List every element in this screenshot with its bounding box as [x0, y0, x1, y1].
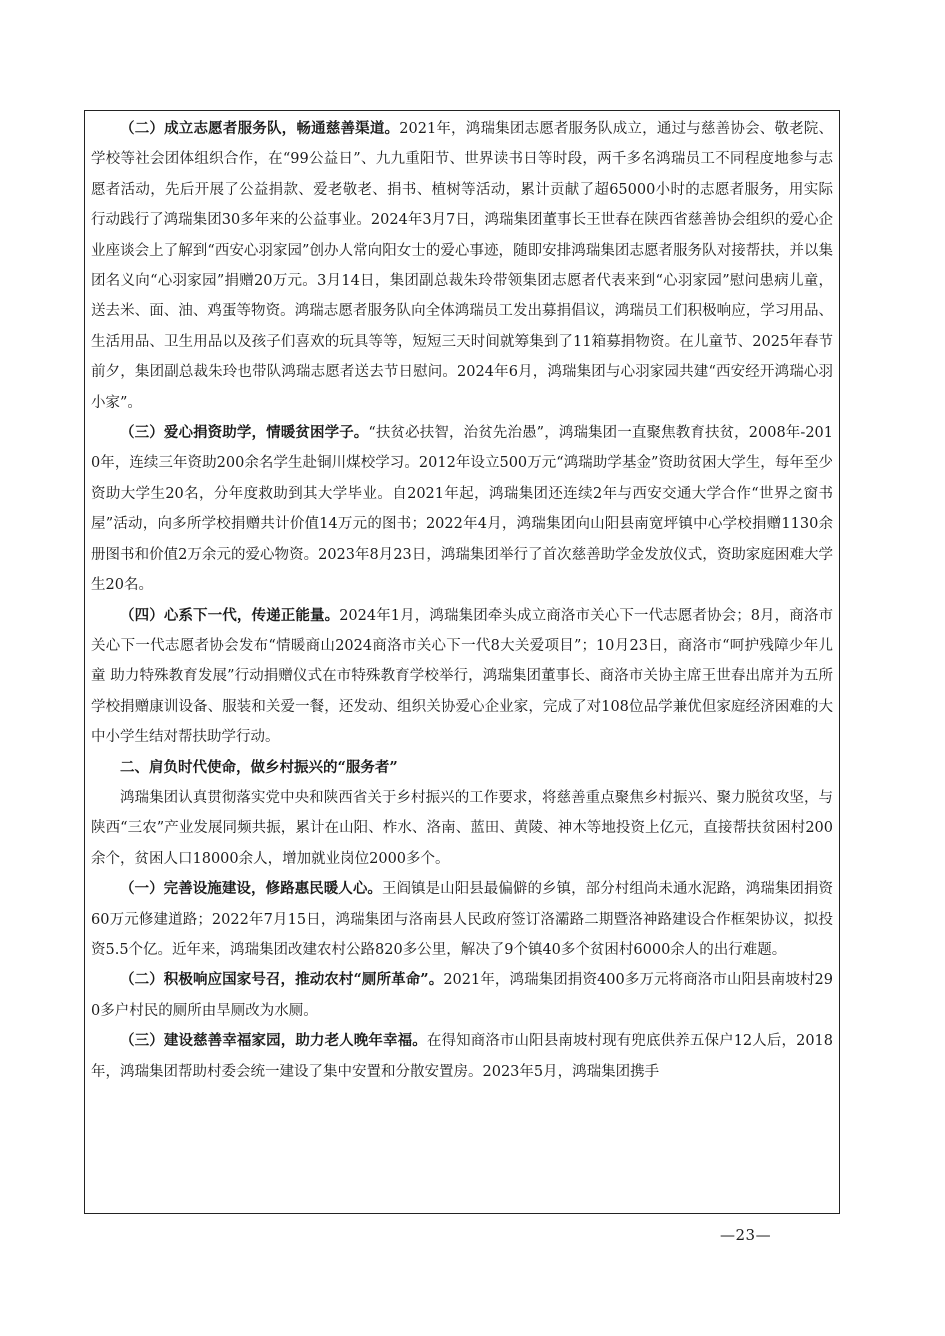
paragraph-body: 2021年，鸿瑞集团志愿者服务队成立，通过与慈善协会、敬老院、学校等社会团体组织合作，在“99公益日”、九九重阳节、世界读书日等时段，两千多名鸿瑞员工不同程度地参与志愿者活动，先后开展了公益捐款、爱老敬老、捐书、植树等活动，累计贡献了超65000小时的志愿者服务，用实际行动践行了鸿瑞集团30多年来的公益事业。2024年3月7日，鸿瑞集团董事长王世春在陕西省慈善协会组织的爱心企业座谈会上了解到“西安心羽家园”创办人常向阳女士的爱心事迹，随即安排鸿瑞集团志愿者服务队对接帮扶，并以集团名义向“心羽家园”捐赠20万元。3月14日，集团副总裁朱玲带领集团志愿者代表来到“心羽家园”慰问患病儿童，送去米、面、油、鸡蛋等物资。鸿瑞志愿者服务队向全体鸿瑞员工发出募捐倡议，鸿瑞员工们积极响应，学习用品、生活用品、卫生用品以及孩子们喜欢的玩具等等，短短三天时间就筹集到了11箱募捐物资。在儿童节、2025年春节前夕，集团副总裁朱玲也带队鸿瑞志愿者送去节日慰问。2024年6月，鸿瑞集团与心羽家园共建“西安经开鸿瑞心羽小家”。 — [91, 121, 834, 411]
paragraph-body: 2021年，鸿瑞集团捐资400多万元将商洛市山阳县南坡村290多户村民的厕所由旱厕改为水厕。 — [91, 972, 833, 1019]
paragraph-heading: （一）完善设施建设，修路惠民暖人心。 — [120, 880, 382, 898]
paragraph-heading: （二）成立志愿者服务队，畅通慈善渠道。 — [120, 120, 400, 137]
paragraph-road-construction — [91, 874, 833, 965]
section-heading-rural-revitalization — [91, 753, 833, 783]
paragraph-next-generation — [91, 601, 833, 753]
paragraph-body: “扶贫必扶智，治贫先治愚”，鸿瑞集团一直聚焦教育扶贫，2008年-2010年，连续三年资助200余名学生赴铜川煤校学习。2012年设立500万元“鸿瑞助学基金”资助贫困大学生，每年至少资助大学生20名，分年度救助到其大学毕业。自2021年起，鸿瑞集团还连续2年与西安交通大学合作“世界之窗书屋”活动，向多所学校捐赠共计价值14万元的图书；2022年4月，鸿瑞集团向山阳县南宽坪镇中心学校捐赠1130余册图书和价值2万余元的爱心物资。2023年8月23日，鸿瑞集团举行了首次慈善助学金发放仪式，资助家庭困难大学生20名。 — [91, 425, 833, 594]
paragraph-heading: （四）心系下一代，传递正能量。 — [120, 606, 340, 624]
paragraph-volunteer-team — [91, 114, 833, 418]
section-heading-text: 二、肩负时代使命，做乡村振兴的“服务者” — [120, 758, 398, 776]
paragraph-body: 2024年1月，鸿瑞集团牵头成立商洛市关心下一代志愿者协会；8月，商洛市关心下一代志愿者协会发布“情暖商山2024商洛市关心下一代8大关爱项目”；10月23日，商洛市“呵护残障少年儿童 助力特殊教育发展”行动捐赠仪式在市特殊教育学校举行，鸿瑞集团董事长、商洛市关协主席王世春出席并为五所学校捐赠康训设备、服装和关爱一餐，还发动、组织关协爱心企业家，完成了对108位品学兼优但家庭经济困难的大中小学生结对帮扶助学行动。 — [91, 607, 834, 746]
paragraph-heading: （三）爱心捐资助学，情暖贫困学子。 — [120, 424, 369, 442]
paragraph-happy-homes — [91, 1026, 833, 1087]
paragraph-education-aid — [91, 418, 833, 600]
text-frame — [84, 110, 840, 1214]
paragraph-heading: （三）建设慈善幸福家园，助力老人晚年幸福。 — [120, 1032, 427, 1050]
paragraph-heading: （二）积极响应国家号召，推动农村“厕所革命”。 — [120, 971, 444, 989]
paragraph-body: 鸿瑞集团认真贯彻落实党中央和陕西省关于乡村振兴的工作要求，将慈善重点聚焦乡村振兴、聚力脱贫攻坚，与陕西“三农”产业发展同频共振，累计在山阳、柞水、洛南、蓝田、黄陵、神木等地投资上亿元，直接帮扶贫困村200余个，贫困人口18000余人，增加就业岗位2000多个。 — [91, 789, 833, 867]
page-number: —23— — [720, 1226, 772, 1244]
paragraph-toilet-revolution — [91, 965, 833, 1026]
paragraph-body: 王阎镇是山阳县最偏僻的乡镇，部分村组尚未通水泥路，鸿瑞集团捐资60万元修建道路；2022年7月15日，鸿瑞集团与洛南县人民政府签订洛灞路二期暨洛神路建设合作框架协议，拟投资5.5个亿。近年来，鸿瑞集团改建农村公路820多公里，解决了9个镇40多个贫困村6000余人的出行难题。 — [91, 881, 833, 958]
paragraph-body: 在得知商洛市山阳县南坡村现有兜底供养五保户12人后，2018年，鸿瑞集团帮助村委会统一建设了集中安置和分散安置房。2023年5月，鸿瑞集团携手 — [91, 1033, 834, 1080]
paragraph-rural-overview — [91, 783, 833, 874]
